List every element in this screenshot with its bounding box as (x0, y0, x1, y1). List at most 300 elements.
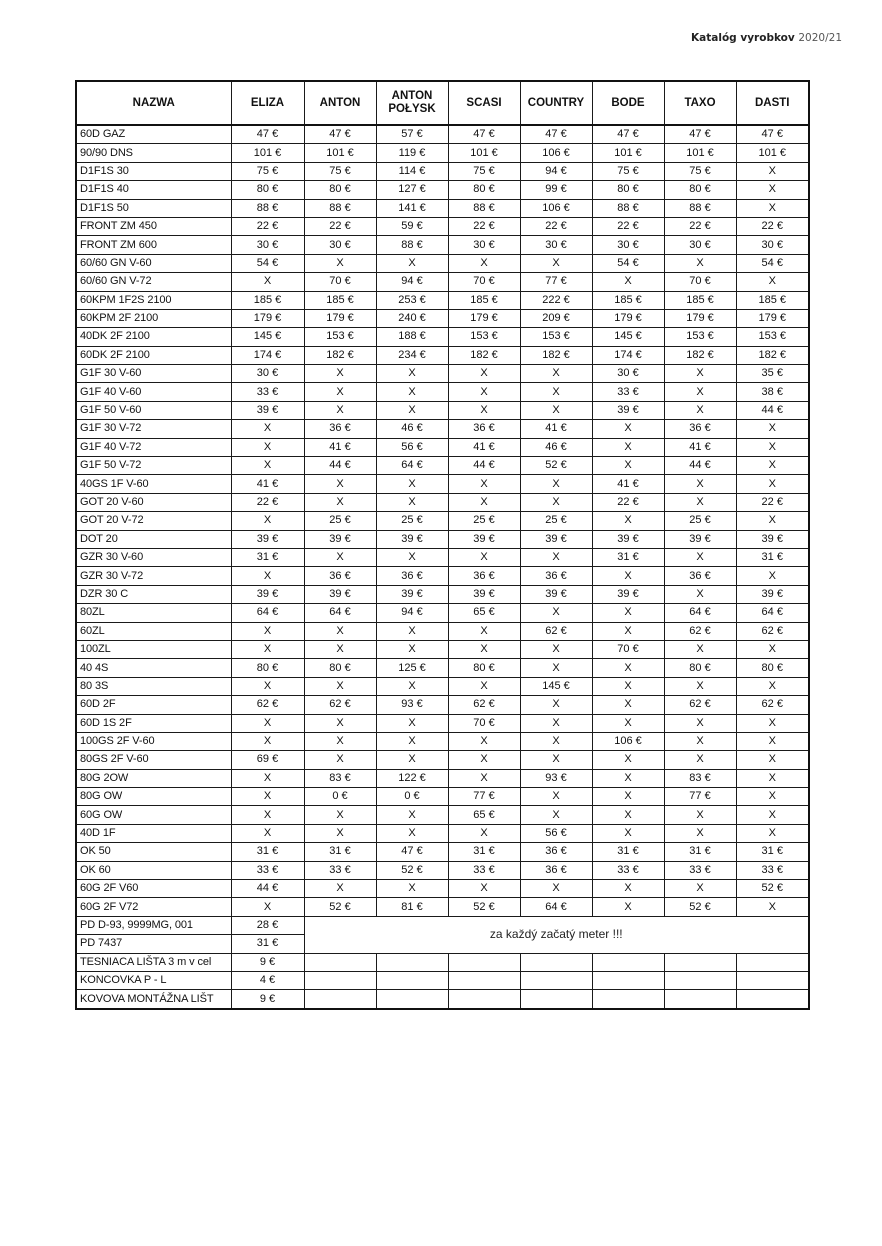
price-cell: 70 € (592, 640, 664, 658)
price-cell: 36 € (304, 420, 376, 438)
price-cell: 31 € (736, 843, 809, 861)
price-cell: 52 € (304, 898, 376, 916)
price-cell: X (304, 365, 376, 383)
price-cell: X (736, 512, 809, 530)
price-cell: X (304, 824, 376, 842)
table-row (76, 383, 809, 401)
price-cell: X (231, 420, 304, 438)
price-cell: 25 € (520, 512, 592, 530)
price-cell: 36 € (448, 567, 520, 585)
product-name-cell: 40DK 2F 2100 (76, 328, 231, 346)
price-cell: X (520, 732, 592, 750)
table-row (76, 273, 809, 291)
table-row (76, 769, 809, 787)
price-cell: 30 € (304, 236, 376, 254)
price-cell: 54 € (592, 254, 664, 272)
price-cell: 39 € (664, 530, 736, 548)
price-cell: 39 € (376, 530, 448, 548)
empty-cell (520, 953, 592, 971)
price-cell: X (592, 696, 664, 714)
table-row (76, 420, 809, 438)
price-cell: X (376, 622, 448, 640)
product-name-cell: 60/60 GN V-72 (76, 273, 231, 291)
table-row (76, 971, 809, 989)
price-cell: 62 € (520, 622, 592, 640)
price-cell: X (736, 181, 809, 199)
price-cell: X (304, 383, 376, 401)
price-cell: X (664, 880, 736, 898)
table-row (76, 401, 809, 419)
price-cell: 46 € (376, 420, 448, 438)
product-name-cell: GOT 20 V-60 (76, 493, 231, 511)
price-cell: 44 € (304, 457, 376, 475)
price-cell: 25 € (376, 512, 448, 530)
price-cell: 62 € (448, 696, 520, 714)
price-cell: 83 € (664, 769, 736, 787)
table-row (76, 659, 809, 677)
price-cell: X (304, 640, 376, 658)
per-meter-note: za každý začatý meter !!! (304, 916, 809, 953)
price-cell: 101 € (736, 144, 809, 162)
price-cell: 88 € (376, 236, 448, 254)
price-cell: 222 € (520, 291, 592, 309)
price-cell: 99 € (520, 181, 592, 199)
catalog-year: 2020/21 (798, 32, 842, 44)
product-name-cell: G1F 50 V-72 (76, 457, 231, 475)
price-cell: X (520, 365, 592, 383)
empty-cell (736, 971, 809, 989)
price-cell: 185 € (304, 291, 376, 309)
empty-cell (304, 953, 376, 971)
price-cell: X (376, 732, 448, 750)
price-cell: X (664, 493, 736, 511)
price-cell: 31 € (664, 843, 736, 861)
price-cell: 22 € (592, 217, 664, 235)
price-cell: 0 € (304, 788, 376, 806)
price-cell: X (304, 401, 376, 419)
price-cell: X (448, 365, 520, 383)
price-cell: X (592, 273, 664, 291)
table-row (76, 567, 809, 585)
price-cell: X (664, 677, 736, 695)
table-row (76, 861, 809, 879)
price-cell: 31 € (304, 843, 376, 861)
price-cell: 39 € (304, 585, 376, 603)
price-cell: 174 € (592, 346, 664, 364)
product-name-cell: 60ZL (76, 622, 231, 640)
price-cell: X (664, 254, 736, 272)
price-cell: 33 € (664, 861, 736, 879)
price-cell: X (376, 493, 448, 511)
price-cell: X (520, 659, 592, 677)
price-cell: 80 € (592, 181, 664, 199)
table-row (76, 677, 809, 695)
price-cell: X (448, 475, 520, 493)
product-name-cell: G1F 40 V-60 (76, 383, 231, 401)
price-cell: X (520, 696, 592, 714)
price-cell: 36 € (664, 420, 736, 438)
price-cell: 52 € (448, 898, 520, 916)
product-name-cell: 60G 2F V72 (76, 898, 231, 916)
price-cell: 64 € (231, 604, 304, 622)
price-cell: 59 € (376, 217, 448, 235)
price-cell: 33 € (304, 861, 376, 879)
price-cell: X (592, 714, 664, 732)
price-cell: X (736, 806, 809, 824)
price-cell: 77 € (520, 273, 592, 291)
price-cell: X (376, 714, 448, 732)
table-row (76, 162, 809, 180)
table-row (76, 512, 809, 530)
price-cell: X (304, 751, 376, 769)
price-cell: 64 € (736, 604, 809, 622)
product-name-cell: D1F1S 50 (76, 199, 231, 217)
price-cell: 80 € (304, 659, 376, 677)
price-cell: 39 € (736, 585, 809, 603)
price-cell: 65 € (448, 604, 520, 622)
price-cell: 41 € (231, 475, 304, 493)
price-cell: 35 € (736, 365, 809, 383)
empty-cell (376, 971, 448, 989)
price-cell: 179 € (664, 309, 736, 327)
price-cell: X (664, 475, 736, 493)
product-name-cell: 40D 1F (76, 824, 231, 842)
product-name-cell: 60/60 GN V-60 (76, 254, 231, 272)
price-cell: 44 € (231, 880, 304, 898)
price-cell: 36 € (304, 567, 376, 585)
header-row (76, 81, 809, 125)
price-cell: X (520, 880, 592, 898)
price-cell: 101 € (304, 144, 376, 162)
price-cell: 182 € (520, 346, 592, 364)
price-cell: X (736, 640, 809, 658)
price-cell: 39 € (448, 530, 520, 548)
price-cell: 80 € (231, 659, 304, 677)
product-name-cell: FRONT ZM 450 (76, 217, 231, 235)
price-cell: X (664, 548, 736, 566)
price-cell: 31 € (231, 935, 304, 953)
price-cell: 122 € (376, 769, 448, 787)
price-cell: 101 € (448, 144, 520, 162)
price-cell: 22 € (231, 493, 304, 511)
price-cell: X (592, 880, 664, 898)
empty-cell (736, 990, 809, 1009)
table-row (76, 788, 809, 806)
price-cell: 39 € (592, 585, 664, 603)
price-cell: 145 € (231, 328, 304, 346)
product-name-cell: GOT 20 V-72 (76, 512, 231, 530)
price-cell: 70 € (664, 273, 736, 291)
table-row (76, 585, 809, 603)
price-cell: 46 € (520, 438, 592, 456)
table-row (76, 254, 809, 272)
catalog-title: Katalóg vyrobkov (691, 32, 795, 44)
price-cell: X (231, 273, 304, 291)
table-row (76, 181, 809, 199)
price-cell: X (664, 585, 736, 603)
price-cell: X (664, 732, 736, 750)
price-cell: X (664, 383, 736, 401)
price-cell: 80 € (231, 181, 304, 199)
price-cell: X (664, 365, 736, 383)
price-cell: 62 € (736, 622, 809, 640)
price-cell: 9 € (231, 953, 304, 971)
price-cell: 64 € (304, 604, 376, 622)
price-cell: 185 € (231, 291, 304, 309)
price-cell: 106 € (592, 732, 664, 750)
price-cell: 39 € (520, 530, 592, 548)
price-cell: X (736, 162, 809, 180)
price-cell: 52 € (376, 861, 448, 879)
price-cell: 174 € (231, 346, 304, 364)
price-cell: 22 € (736, 217, 809, 235)
table-row (76, 236, 809, 254)
price-cell: X (304, 493, 376, 511)
price-cell: 153 € (664, 328, 736, 346)
price-cell: X (592, 769, 664, 787)
price-cell: 64 € (520, 898, 592, 916)
product-name-cell: 80G OW (76, 788, 231, 806)
price-cell: 75 € (304, 162, 376, 180)
price-cell: X (520, 401, 592, 419)
price-cell: X (448, 732, 520, 750)
price-cell: X (664, 640, 736, 658)
price-cell: X (736, 199, 809, 217)
product-name-cell: OK 60 (76, 861, 231, 879)
table-row (76, 880, 809, 898)
price-cell: X (376, 751, 448, 769)
price-cell: 182 € (664, 346, 736, 364)
table-row (76, 751, 809, 769)
price-cell: 80 € (448, 659, 520, 677)
price-cell: 93 € (520, 769, 592, 787)
price-cell: 88 € (592, 199, 664, 217)
price-table (75, 80, 810, 1010)
column-header-scasi: SCASI (448, 81, 520, 125)
price-cell: 75 € (231, 162, 304, 180)
product-name-cell: G1F 30 V-72 (76, 420, 231, 438)
price-cell: X (736, 751, 809, 769)
table-row (76, 843, 809, 861)
price-cell: 30 € (592, 236, 664, 254)
table-row (76, 953, 809, 971)
table-row (76, 916, 809, 934)
price-cell: 25 € (664, 512, 736, 530)
price-cell: 47 € (520, 125, 592, 144)
product-name-cell: G1F 40 V-72 (76, 438, 231, 456)
price-cell: X (376, 824, 448, 842)
price-cell: 28 € (231, 916, 304, 934)
table-row (76, 199, 809, 217)
price-cell: X (592, 659, 664, 677)
price-cell: 179 € (592, 309, 664, 327)
product-name-cell: 40GS 1F V-60 (76, 475, 231, 493)
price-cell: 185 € (592, 291, 664, 309)
price-cell: 25 € (304, 512, 376, 530)
price-cell: X (520, 548, 592, 566)
price-cell: 75 € (664, 162, 736, 180)
price-cell: 62 € (231, 696, 304, 714)
product-name-cell: 80 3S (76, 677, 231, 695)
price-cell: X (520, 788, 592, 806)
price-cell: X (304, 732, 376, 750)
price-cell: X (592, 677, 664, 695)
product-name-cell: 60G 2F V60 (76, 880, 231, 898)
price-cell: X (736, 824, 809, 842)
table-row (76, 438, 809, 456)
price-cell: X (736, 788, 809, 806)
price-cell: 119 € (376, 144, 448, 162)
price-cell: 39 € (304, 530, 376, 548)
price-cell: 153 € (736, 328, 809, 346)
price-cell: 141 € (376, 199, 448, 217)
price-cell: 4 € (231, 971, 304, 989)
price-cell: 30 € (592, 365, 664, 383)
empty-cell (304, 990, 376, 1009)
price-cell: X (448, 769, 520, 787)
price-cell: X (664, 401, 736, 419)
table-row (76, 309, 809, 327)
price-cell: 31 € (231, 843, 304, 861)
table-row (76, 640, 809, 658)
price-cell: X (736, 677, 809, 695)
price-cell: 22 € (520, 217, 592, 235)
table-row (76, 604, 809, 622)
price-cell: X (231, 714, 304, 732)
price-cell: 62 € (304, 696, 376, 714)
price-cell: X (231, 567, 304, 585)
price-cell: X (664, 751, 736, 769)
price-cell: X (448, 401, 520, 419)
price-cell: X (231, 438, 304, 456)
table-row (76, 714, 809, 732)
price-cell: X (231, 806, 304, 824)
price-cell: 47 € (448, 125, 520, 144)
price-cell: 31 € (592, 548, 664, 566)
price-cell: 57 € (376, 125, 448, 144)
empty-cell (736, 953, 809, 971)
price-cell: 81 € (376, 898, 448, 916)
price-cell: 44 € (448, 457, 520, 475)
table-row (76, 457, 809, 475)
price-cell: 36 € (376, 567, 448, 585)
price-cell: 36 € (448, 420, 520, 438)
price-cell: 52 € (664, 898, 736, 916)
empty-cell (664, 953, 736, 971)
price-cell: X (592, 751, 664, 769)
product-name-cell: 100ZL (76, 640, 231, 658)
price-cell: 41 € (304, 438, 376, 456)
price-cell: X (376, 548, 448, 566)
price-cell: X (304, 806, 376, 824)
price-cell: X (376, 880, 448, 898)
price-cell: 185 € (448, 291, 520, 309)
price-cell: 80 € (664, 181, 736, 199)
empty-cell (448, 990, 520, 1009)
price-cell: X (592, 824, 664, 842)
price-cell: 36 € (520, 843, 592, 861)
price-cell: 44 € (736, 401, 809, 419)
price-cell: X (520, 475, 592, 493)
price-cell: 240 € (376, 309, 448, 327)
price-cell: X (592, 420, 664, 438)
price-cell: 185 € (664, 291, 736, 309)
price-cell: 179 € (736, 309, 809, 327)
price-cell: 30 € (520, 236, 592, 254)
price-cell: 106 € (520, 199, 592, 217)
price-cell: X (231, 732, 304, 750)
price-cell: 22 € (664, 217, 736, 235)
price-cell: 234 € (376, 346, 448, 364)
column-header-taxo: TAXO (664, 81, 736, 125)
price-cell: X (520, 493, 592, 511)
price-cell: 38 € (736, 383, 809, 401)
table-row (76, 493, 809, 511)
price-cell: 47 € (231, 125, 304, 144)
column-header-anton-po-ysk: ANTON POŁYSK (376, 81, 448, 125)
table-row (76, 328, 809, 346)
price-cell: 36 € (664, 567, 736, 585)
price-cell: X (520, 604, 592, 622)
price-cell: 33 € (592, 861, 664, 879)
price-cell: X (304, 254, 376, 272)
price-cell: X (592, 567, 664, 585)
price-cell: X (592, 438, 664, 456)
price-cell: 182 € (736, 346, 809, 364)
price-cell: 77 € (448, 788, 520, 806)
price-cell: X (448, 622, 520, 640)
price-cell: 31 € (231, 548, 304, 566)
price-cell: 127 € (376, 181, 448, 199)
price-cell: 179 € (448, 309, 520, 327)
price-cell: 30 € (231, 365, 304, 383)
price-cell: 179 € (304, 309, 376, 327)
price-cell: X (592, 788, 664, 806)
price-cell: 39 € (448, 585, 520, 603)
price-cell: 62 € (664, 696, 736, 714)
product-name-cell: GZR 30 V-60 (76, 548, 231, 566)
price-cell: 188 € (376, 328, 448, 346)
price-cell: 39 € (736, 530, 809, 548)
price-cell: X (376, 401, 448, 419)
table-row (76, 217, 809, 235)
price-cell: X (231, 640, 304, 658)
price-cell: 31 € (592, 843, 664, 861)
price-cell: 65 € (448, 806, 520, 824)
price-cell: 70 € (304, 273, 376, 291)
price-cell: 54 € (736, 254, 809, 272)
price-cell: 30 € (664, 236, 736, 254)
price-cell: 253 € (376, 291, 448, 309)
price-cell: 209 € (520, 309, 592, 327)
price-cell: 145 € (592, 328, 664, 346)
table-row (76, 696, 809, 714)
price-cell: X (304, 548, 376, 566)
empty-cell (664, 971, 736, 989)
price-cell: 83 € (304, 769, 376, 787)
price-cell: X (448, 824, 520, 842)
price-cell: X (376, 365, 448, 383)
price-cell: 31 € (448, 843, 520, 861)
product-name-cell: 60D GAZ (76, 125, 231, 144)
empty-cell (592, 971, 664, 989)
price-cell: 88 € (231, 199, 304, 217)
product-name-cell: 60D 1S 2F (76, 714, 231, 732)
table-row (76, 530, 809, 548)
product-name-cell: 60KPM 2F 2100 (76, 309, 231, 327)
product-name-cell: PD D-93, 9999MG, 001 (76, 916, 231, 934)
price-cell: 52 € (520, 457, 592, 475)
